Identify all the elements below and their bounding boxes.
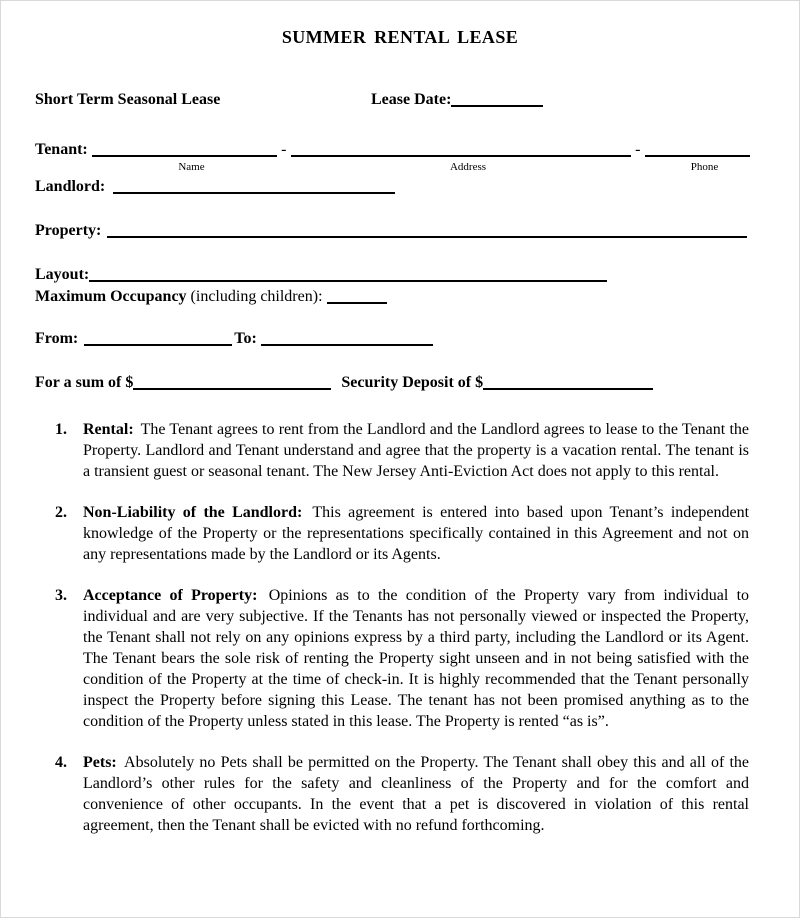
landlord-blank: [113, 180, 395, 194]
deposit-label: Security Deposit of $: [341, 374, 484, 391]
tenant-label: Tenant:: [35, 141, 88, 158]
landlord-row: [35, 177, 765, 197]
deposit-blank: [483, 376, 653, 390]
from-blank: [84, 332, 232, 346]
clause-acceptance: [35, 585, 765, 732]
clause-pets: [35, 752, 765, 836]
sum-deposit-row: [35, 373, 765, 393]
occupancy-note: (including children):: [190, 288, 323, 305]
clause-non-liability: [35, 502, 765, 565]
property-label: Property:: [35, 222, 102, 239]
layout-blank: [89, 268, 607, 282]
to-label: To:: [234, 330, 257, 347]
clause-title: Acceptance of Property:: [83, 587, 258, 604]
layout-label: Layout:: [35, 266, 90, 283]
tenant-row: [35, 140, 765, 160]
from-label: From:: [35, 330, 79, 347]
sum-label: For a sum of $: [35, 374, 134, 391]
tenant-phone-sublabel: Phone: [690, 161, 719, 173]
tenant-address-blank: [291, 143, 631, 157]
tenant-phone-blank: [645, 143, 750, 157]
lease-type-label: Short Term Seasonal Lease: [35, 91, 221, 108]
clause-number: 1.: [55, 421, 67, 438]
document-title: SUMMER RENTAL LEASE: [281, 27, 519, 47]
tenant-separator-2: -: [635, 141, 641, 158]
clause-body: [83, 502, 749, 565]
occupancy-blank: [327, 290, 387, 304]
clause-number: 4.: [55, 754, 67, 771]
tenant-name-blank: [92, 143, 277, 157]
clause-title: Pets:: [83, 754, 117, 771]
clause-body: [83, 419, 749, 482]
clause-text: The Tenant agrees to rent from the Landlord and the Landlord agrees to lease to the Tenant the Property. Landlord and Tenant understand and agree that the property is a vacation rental. The tenant is a transient guest or seasonal tenant. The New Jersey Anti-Eviction Act does not apply to this rental.: [83, 421, 749, 480]
property-row: [35, 221, 765, 241]
clause-body: [83, 585, 749, 732]
to-blank: [261, 332, 433, 346]
clause-title: Rental:: [83, 421, 134, 438]
clause-number: 2.: [55, 504, 67, 521]
clause-text: This agreement is entered into based upon Tenant’s independent knowledge of the Property or the representations specifically contained in this Agreement and not on any representations made by the Landlord or its Agents.: [83, 504, 750, 563]
property-blank: [107, 224, 747, 238]
clause-list: [35, 419, 765, 836]
sum-blank: [133, 376, 331, 390]
occupancy-row: [35, 287, 765, 307]
clause-rental: [35, 419, 765, 482]
landlord-label: Landlord:: [35, 178, 106, 195]
tenant-sublabel-row: [35, 161, 765, 174]
clause-text: Absolutely no Pets shall be permitted on the Property. The Tenant shall obey this and all of the Landlord’s other rules for the safety and cleanliness of the Property and for the comfort and convenience of other occupants. In the event that a pet is discovered in violation of this rental agreement, then the Tenant shall be evicted with no refund forthcoming.: [83, 754, 749, 834]
clause-text: Opinions as to the condition of the Property vary from individual to individual and are very subjective. If the Tenants has not personally viewed or inspected the Property, the Tenant shall not rely on any opinions express by a third party, including the Landlord or its Agent. The Tenant bears the sole risk of renting the Property sight unseen and in not being satisfied with the condition of the Property at the time of check-in. It is highly recommended that the Tenant personally inspect the Property before signing this Lease. The tenant has not been promised anything as to the condition of the Property unless stated in this lease. The Property is rented “as is”.: [83, 587, 750, 730]
header-row: [35, 90, 765, 110]
tenant-address-sublabel: Address: [449, 161, 487, 173]
occupancy-label: Maximum Occupancy: [35, 288, 187, 305]
tenant-separator-1: -: [281, 141, 287, 158]
layout-row: [35, 265, 765, 285]
tenant-name-sublabel: Name: [178, 161, 205, 173]
clause-number: 3.: [55, 587, 67, 604]
from-to-row: [35, 329, 765, 349]
clause-title: Non-Liability of the Landlord:: [83, 504, 303, 521]
lease-date-blank: [451, 93, 543, 107]
clause-body: [83, 752, 749, 836]
lease-date-label: Lease Date:: [371, 91, 452, 108]
